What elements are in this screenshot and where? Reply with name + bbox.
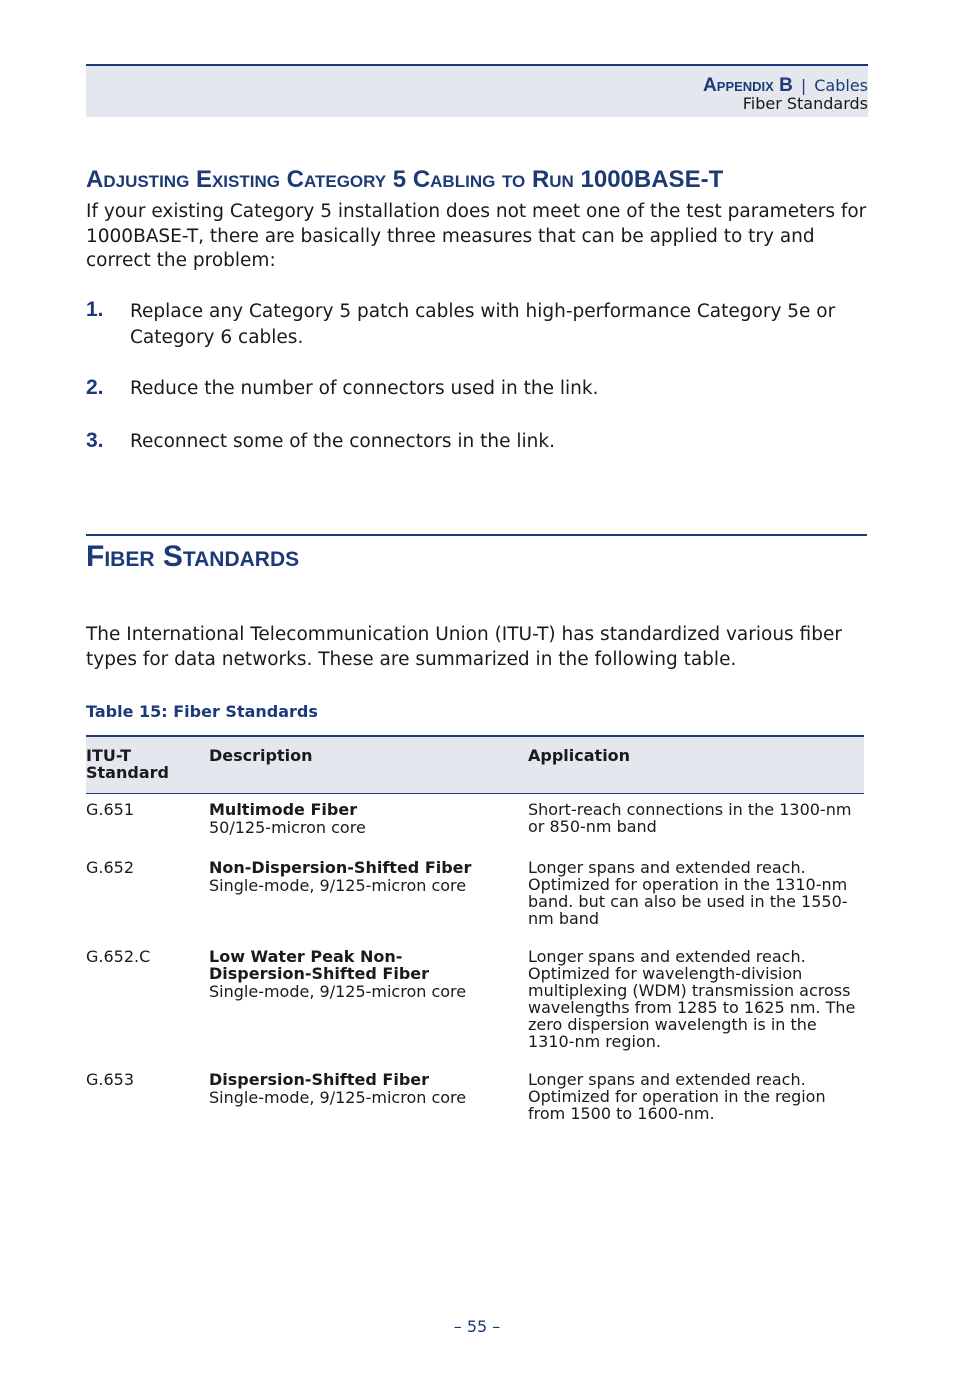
header-chapter: Cables — [814, 76, 868, 95]
table-row-2-description — [209, 859, 509, 896]
header-section: Fiber Standards — [742, 94, 868, 113]
header-appendix: Appendix B — [703, 75, 793, 96]
table-row-4-desc-title: Dispersion-Shifted Fiber — [209, 1070, 430, 1089]
subsection-title: Adjusting Existing Category 5 Cabling to Run 1000BASE-T — [86, 166, 724, 193]
section-title: Fiber Standards — [86, 540, 300, 573]
table-row-2-desc-title: Non-Dispersion-Shifted Fiber — [209, 858, 472, 877]
table-row-3-standard: G.652.C — [86, 947, 151, 966]
table-row-3-application: Longer spans and extended reach. Optimized for wavelength-division multiplexing (WDM) transmission across wavelengths from 1285 to 1625 nm. The zero dispersion wavelength is in the 1310-nm region. — [528, 947, 856, 1051]
table-row-1-standard: G.651 — [86, 800, 135, 819]
table-row-2-desc-detail: Single-mode, 9/125-micron core — [209, 876, 467, 895]
step-text-3: Reconnect some of the connectors in the link. — [130, 431, 556, 452]
table-row-1-desc-title: Multimode Fiber — [209, 800, 358, 819]
table-row-4-description — [209, 1071, 509, 1108]
table-row-3-desc-title: Low Water Peak Non-Dispersion-Shifted Fiber — [209, 947, 430, 983]
subsection-intro: If your existing Category 5 installation does not meet one of the test parameters for 1000BASE-T, there are basically three measures that can be applied to try and correct the problem: — [86, 201, 867, 271]
column-header-description: Description — [209, 746, 313, 765]
table-row-4-application: Longer spans and extended reach. Optimized for operation in the region from 1500 to 1600-nm. — [528, 1070, 826, 1123]
table-row-1-desc-detail: 50/125-micron core — [209, 818, 366, 837]
table-row-1-application: Short-reach connections in the 1300-nm or 850-nm band — [528, 800, 852, 836]
step-text-2: Reduce the number of connectors used in the link. — [130, 378, 599, 399]
table-row-3-description — [209, 948, 489, 1002]
table-row-4-desc-detail: Single-mode, 9/125-micron core — [209, 1088, 467, 1107]
running-header — [86, 64, 868, 117]
table-row-1-description — [209, 801, 509, 838]
step-number-2: 2. — [86, 376, 104, 399]
column-header-standard: ITU-T Standard — [86, 746, 169, 782]
table-row-3-desc-detail: Single-mode, 9/125-micron core — [209, 982, 467, 1001]
table-row-4-standard: G.653 — [86, 1070, 135, 1089]
section-intro: The International Telecommunication Union (ITU-T) has standardized various fiber types for data networks. These are summarized in the following table. — [86, 624, 842, 670]
table-row-2-standard: G.652 — [86, 858, 135, 877]
section-rule — [86, 534, 867, 536]
table-caption: Table 15: Fiber Standards — [86, 702, 318, 721]
table-row-2-application: Longer spans and extended reach. Optimized for operation in the 1310-nm band. but can also be used in the 1550-nm band — [528, 858, 848, 928]
step-number-3: 3. — [86, 429, 104, 452]
column-header-application: Application — [528, 746, 631, 765]
table-header — [86, 735, 864, 794]
step-number-1: 1. — [86, 298, 104, 321]
header-separator: | — [800, 76, 807, 95]
step-text-1: Replace any Category 5 patch cables with high-performance Category 5e or Category 6 cables. — [130, 301, 836, 348]
page-number: – 55 – — [453, 1317, 501, 1336]
